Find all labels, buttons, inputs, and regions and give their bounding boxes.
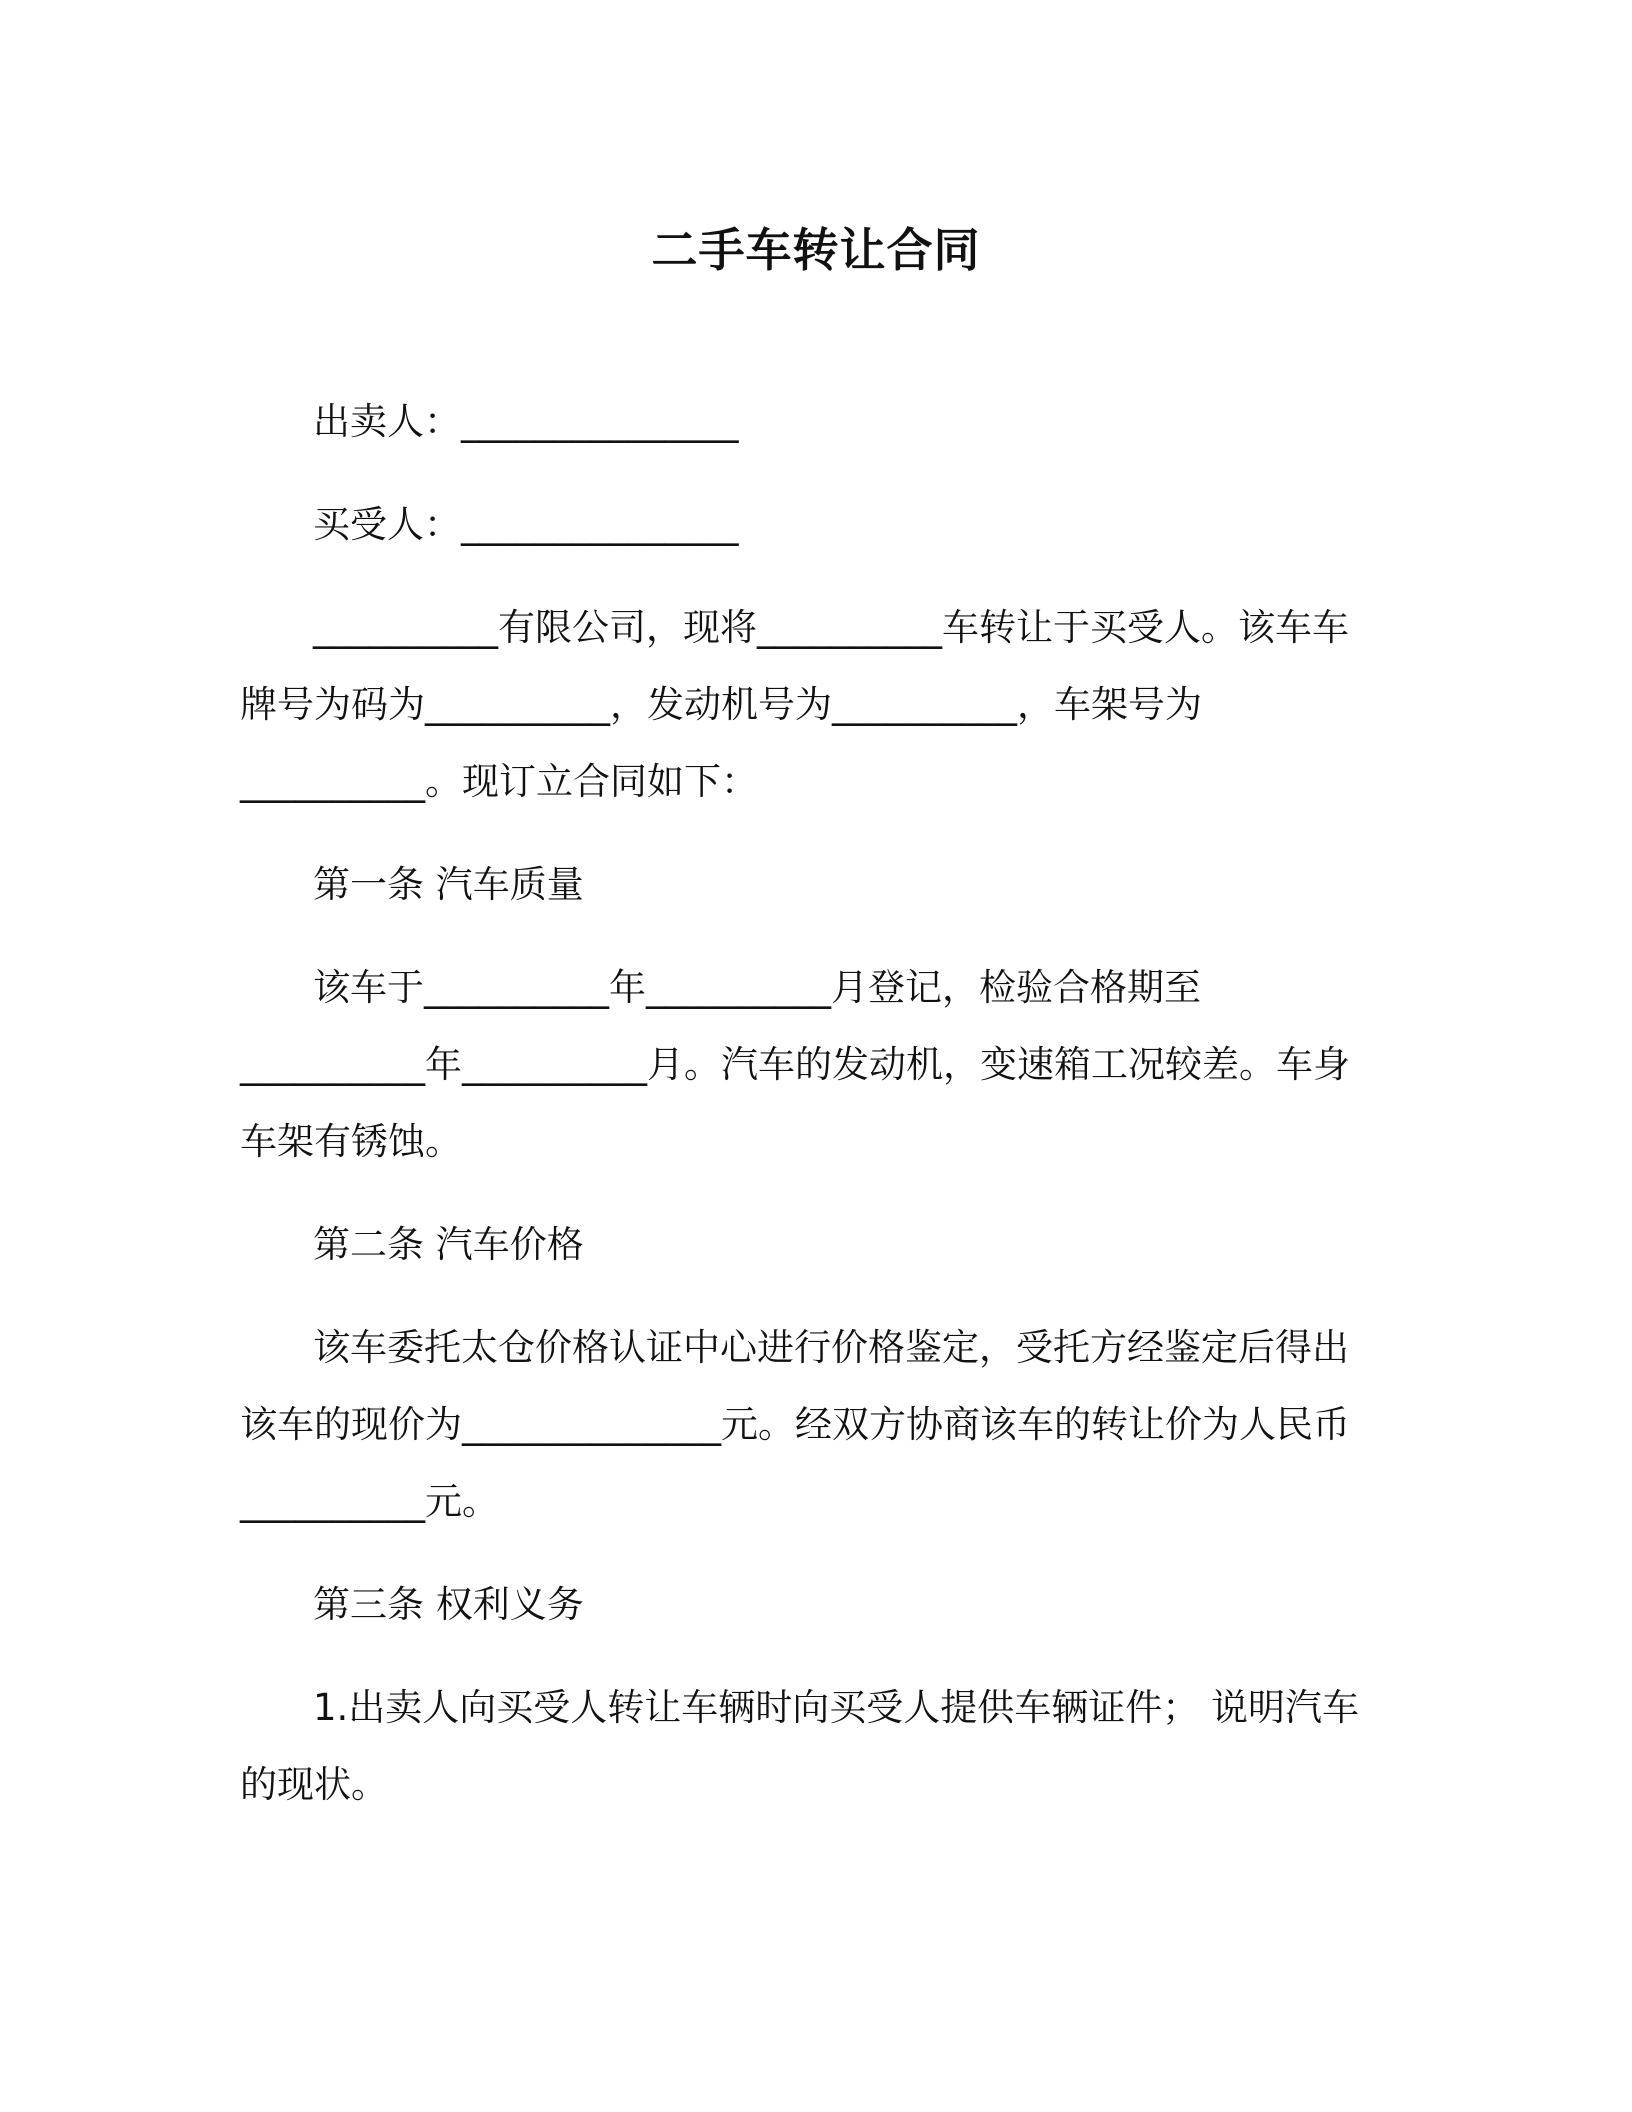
intro-paragraph-line-1: __________有限公司，现将__________车转让于买受人。该车车 [313, 606, 1349, 649]
article-1-text-line-1: 该车于__________年__________月登记，检验合格期至 [313, 966, 1201, 1009]
article-1-text-line-2: __________年__________月。汽车的发动机，变速箱工况较差。车身 [240, 1043, 1350, 1086]
article-1-text-line-3: 车架有锈蚀。 [240, 1120, 462, 1163]
article-1-heading: 第一条 汽车质量 [313, 863, 584, 906]
document-title: 二手车转让合同 [651, 223, 981, 277]
intro-paragraph-line-3: __________。现订立合同如下： [240, 760, 758, 803]
article-2-text-line-2: 该车的现价为______________元。经双方协商该车的转让价为人民币 [240, 1403, 1350, 1446]
article-3-heading: 第三条 权利义务 [313, 1583, 584, 1626]
article-3-item-1-line-1: 1.出卖人向买受人转让车辆时向买受人提供车辆证件； 说明汽车 [313, 1686, 1360, 1729]
intro-paragraph-line-2: 牌号为码为__________，发动机号为__________，车架号为 [240, 683, 1202, 726]
buyer-line: 买受人：_______________ [313, 503, 739, 546]
article-2-text-line-1: 该车委托太仓价格认证中心进行价格鉴定，受托方经鉴定后得出 [313, 1326, 1349, 1369]
article-2-text-line-3: __________元。 [240, 1480, 499, 1523]
seller-line: 出卖人：_______________ [313, 400, 739, 443]
article-2-heading: 第二条 汽车价格 [313, 1223, 584, 1266]
article-3-item-1-line-2: 的现状。 [240, 1763, 388, 1806]
